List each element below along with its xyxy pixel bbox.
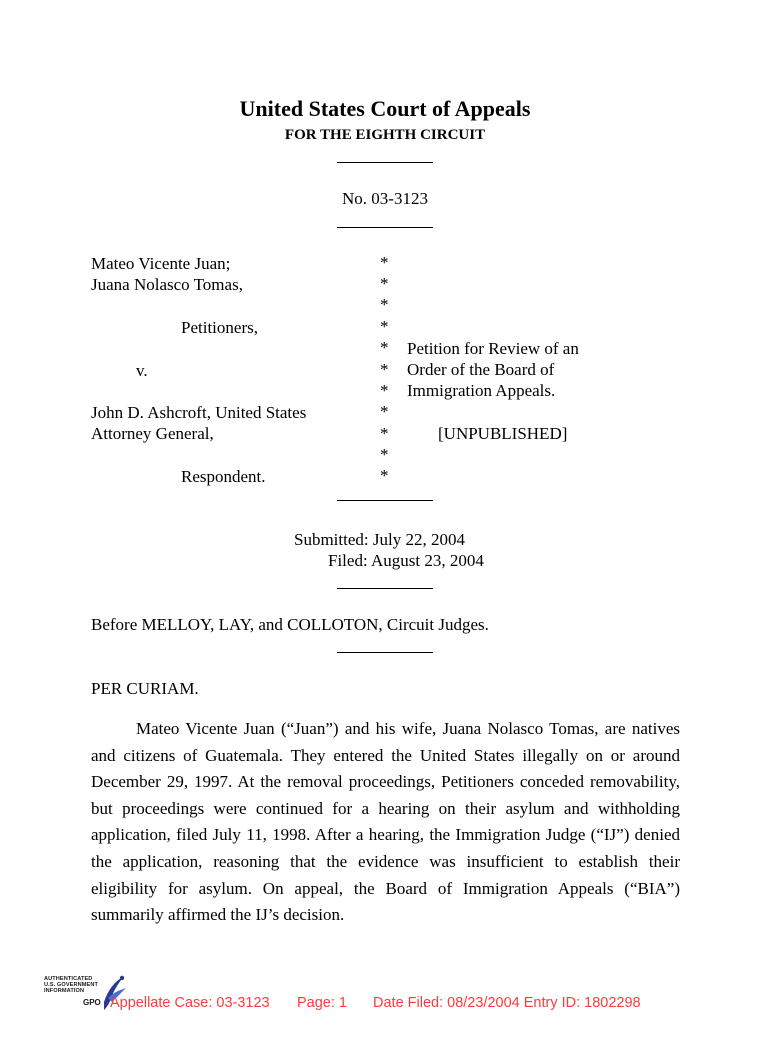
separator-rule — [337, 227, 433, 228]
caption-asterisk: * — [380, 295, 389, 314]
circuit-name: FOR THE EIGHTH CIRCUIT — [284, 127, 486, 143]
footer-case: Appellate Case: 03-3123 — [110, 995, 270, 1011]
opinion-author: PER CURIAM. — [91, 679, 199, 698]
caption-asterisk: * — [380, 445, 389, 464]
respondent-name: Attorney General, — [91, 424, 214, 443]
opinion-paragraph — [91, 716, 680, 929]
separator-rule — [337, 500, 433, 501]
respondent-name: John D. Ashcroft, United States — [91, 403, 307, 422]
footer-page: Page: 1 — [297, 995, 347, 1011]
petitioner-name: Mateo Vicente Juan; — [91, 254, 231, 273]
caption-asterisk: * — [380, 466, 389, 485]
respondent-label: Respondent. — [181, 467, 266, 486]
opinion-line: Mateo Vicente Juan (“Juan”) and his wife, Juana Nolasco Tomas, are natives — [136, 719, 680, 738]
opinion-line: December 29, 1997. At the removal proceedings, Petitioners conceded removability, — [91, 772, 680, 792]
court-title: United States Court of Appeals — [239, 96, 531, 121]
separator-rule — [337, 652, 433, 653]
logo-text: AUTHENTICATED U.S. GOVERNMENT INFORMATION — [44, 976, 99, 995]
caption-asterisk: * — [380, 338, 389, 357]
caption-asterisk: * — [380, 360, 389, 379]
opinion-line: summarily affirmed the IJ’s decision. — [91, 905, 345, 925]
caption-asterisk: * — [380, 381, 389, 400]
caption-asterisk: * — [380, 274, 389, 293]
opinion-line: application, filed July 11, 1998. After a hearing, the Immigration Judge (“IJ”) denied — [91, 825, 680, 845]
caption-asterisk: * — [380, 402, 389, 421]
gpo-mark: GPO — [83, 998, 101, 1007]
filing-footer — [110, 995, 641, 1059]
case-nature: Order of the Board of — [407, 360, 555, 379]
caption-asterisk: * — [380, 317, 389, 336]
opinion-line: eligibility for asylum. On appeal, the Board of Immigration Appeals (“BIA”) — [91, 878, 680, 898]
submitted-date: Submitted: July 22, 2004 — [294, 530, 465, 549]
separator-rule — [337, 588, 433, 589]
filed-date: Filed: August 23, 2004 — [328, 551, 484, 570]
panel-judges: Before MELLOY, LAY, and COLLOTON, Circuit Judges. — [91, 615, 489, 634]
case-nature: Petition for Review of an — [407, 339, 579, 358]
case-nature: Immigration Appeals. — [407, 381, 556, 400]
versus-label: v. — [136, 361, 148, 380]
caption-asterisk: * — [380, 253, 389, 272]
footer-date-entry: Date Filed: 08/23/2004 Entry ID: 1802298 — [373, 995, 641, 1011]
separator-rule — [337, 162, 433, 163]
case-number: No. 03-3123 — [342, 189, 428, 208]
opinion-line: the application, reasoning that the evidence was insufficient to establish their — [91, 851, 680, 871]
opinion-line: and citizens of Guatemala. They entered the United States illegally on or around — [91, 745, 680, 765]
caption-asterisk: * — [380, 424, 389, 443]
petitioner-name: Juana Nolasco Tomas, — [91, 275, 243, 294]
publication-status: [UNPUBLISHED] — [438, 424, 568, 443]
petitioners-label: Petitioners, — [181, 318, 258, 337]
opinion-line: but proceedings were continued for a hearing on their asylum and withholding — [91, 798, 680, 818]
